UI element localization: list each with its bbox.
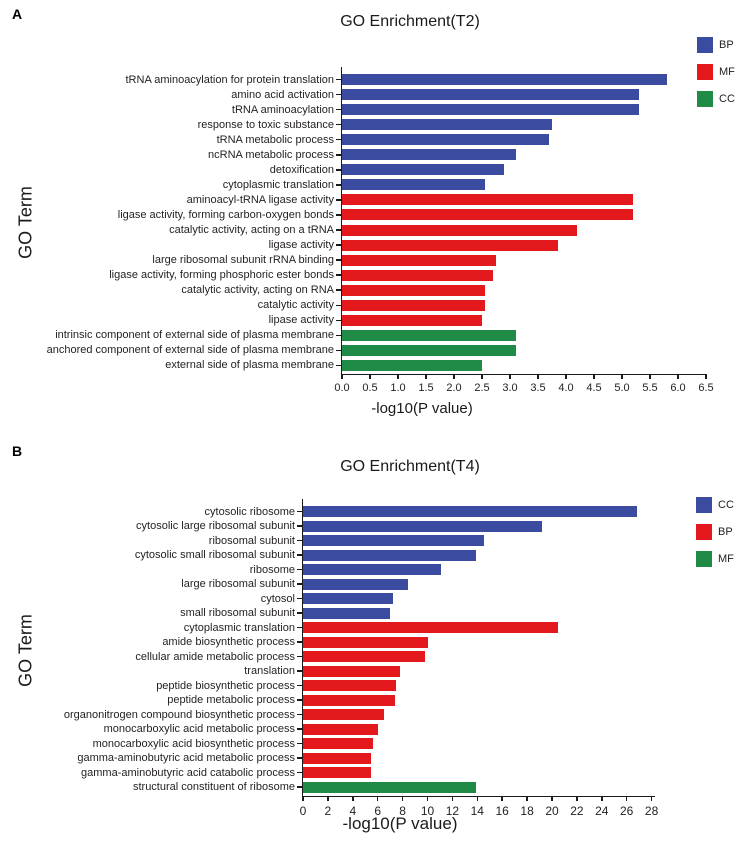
x-tick — [377, 796, 379, 801]
y-tick — [336, 109, 341, 111]
y-tick — [336, 139, 341, 141]
y-tick — [336, 335, 341, 337]
x-tick-label: 6.0 — [670, 381, 686, 394]
y-tick — [336, 365, 341, 367]
x-tick — [677, 374, 679, 379]
legend-item — [696, 524, 734, 540]
category-label: amide biosynthetic process — [162, 636, 295, 648]
x-tick-label: 20 — [545, 803, 559, 818]
y-tick — [297, 598, 302, 600]
y-tick — [297, 627, 302, 629]
x-tick-label: 2 — [324, 803, 332, 818]
panel-b-letter: B — [12, 443, 23, 459]
category-label: cellular amide metabolic process — [135, 650, 295, 663]
y-tick — [336, 124, 341, 126]
x-tick — [576, 796, 578, 801]
x-tick — [402, 796, 404, 801]
bar — [303, 521, 542, 532]
x-tick — [427, 796, 429, 801]
bar — [303, 608, 390, 619]
x-tick-label: 6.5 — [698, 381, 714, 394]
y-tick — [297, 511, 302, 513]
legend-label: MF — [718, 553, 734, 565]
x-tick — [593, 374, 595, 379]
y-tick — [336, 350, 341, 352]
x-tick — [452, 796, 454, 801]
x-tick-label: 0.5 — [362, 381, 378, 394]
legend-label: CC — [719, 93, 735, 105]
y-tick — [297, 699, 302, 701]
bar — [342, 360, 482, 371]
category-label: external side of plasma membrane — [165, 359, 334, 372]
category-label: structural constituent of ribosome — [132, 781, 295, 793]
bar — [342, 149, 516, 160]
category-label: organonitrogen compound biosynthetic process — [63, 708, 295, 721]
y-tick — [336, 154, 341, 156]
x-tick — [649, 374, 651, 379]
x-tick-label: 5.0 — [614, 381, 630, 394]
x-tick-label: 3.5 — [530, 381, 546, 394]
x-tick — [327, 796, 329, 801]
y-tick — [336, 229, 341, 231]
x-tick — [341, 374, 343, 379]
x-tick — [481, 374, 483, 379]
bar — [303, 622, 558, 633]
y-tick — [297, 670, 302, 672]
y-tick — [297, 743, 302, 745]
bar — [342, 255, 496, 266]
x-tick-label: 5.5 — [642, 381, 658, 394]
category-label: ribosome — [249, 563, 295, 576]
category-label: peptide metabolic process — [167, 694, 295, 706]
x-tick — [537, 374, 539, 379]
y-axis-title-b: GO Term — [15, 614, 36, 687]
bar — [342, 104, 639, 115]
bar — [342, 134, 549, 145]
y-tick — [297, 554, 302, 556]
x-tick — [477, 796, 479, 801]
category-label: lipase activity — [268, 314, 334, 327]
x-tick — [565, 374, 567, 379]
category-label: large ribosomal subunit rRNA binding — [152, 254, 334, 267]
category-label: tRNA aminoacylation — [231, 103, 334, 116]
category-label: intrinsic component of external side of plasma membrane — [55, 329, 334, 342]
y-tick — [297, 786, 302, 788]
x-tick — [526, 796, 528, 801]
x-tick-label: 14 — [470, 803, 484, 818]
bar — [342, 179, 485, 190]
y-tick — [336, 214, 341, 216]
category-label: amino acid activation — [231, 88, 334, 101]
legend-swatch — [696, 524, 712, 540]
bar — [303, 753, 371, 764]
y-tick — [297, 583, 302, 585]
bar — [303, 767, 371, 778]
category-label: monocarboxylic acid biosynthetic process — [92, 737, 295, 750]
x-tick-label: 18 — [520, 803, 534, 818]
legend-item — [697, 64, 735, 80]
x-tick-label: 0.0 — [334, 381, 350, 394]
x-tick — [601, 796, 603, 801]
y-tick — [336, 305, 341, 307]
x-tick-label: 0 — [299, 803, 307, 818]
bar — [303, 593, 393, 604]
bar — [303, 680, 396, 691]
legend-label: CC — [718, 499, 734, 511]
x-tick — [397, 374, 399, 379]
x-tick-label: 4 — [349, 803, 357, 818]
y-tick — [336, 199, 341, 201]
x-tick — [369, 374, 371, 379]
y-tick — [336, 184, 341, 186]
x-tick — [705, 374, 707, 379]
category-label: ligase activity, forming phosphoric ester bonds — [109, 269, 334, 282]
y-tick — [336, 320, 341, 322]
bar — [342, 74, 667, 85]
x-tick — [453, 374, 455, 379]
bar — [342, 119, 552, 130]
y-tick — [297, 685, 302, 687]
legend-item — [696, 551, 734, 567]
x-tick-label: 2.5 — [474, 381, 490, 394]
category-label: peptide biosynthetic process — [156, 679, 295, 692]
x-tick — [352, 796, 354, 801]
category-label: cytosolic small ribosomal subunit — [134, 549, 295, 561]
x-tick-label: 1.0 — [390, 381, 406, 394]
bar — [342, 164, 504, 175]
bar — [303, 666, 400, 677]
panel-b — [0, 441, 738, 841]
x-tick — [651, 796, 653, 801]
bar — [342, 225, 577, 236]
bar — [342, 89, 639, 100]
category-label: detoxification — [269, 163, 334, 176]
x-tick-label: 8 — [399, 803, 406, 818]
y-tick — [336, 274, 341, 276]
x-tick — [551, 796, 553, 801]
bar — [303, 637, 428, 648]
bar — [342, 315, 482, 326]
category-label: tRNA aminoacylation for protein translation — [125, 73, 334, 86]
category-label: tRNA metabolic process — [216, 133, 334, 146]
bar — [303, 651, 425, 662]
bar — [342, 240, 558, 251]
x-tick-label: 24 — [595, 803, 609, 818]
x-tick-label: 1.5 — [418, 381, 434, 394]
y-tick — [336, 289, 341, 291]
category-label: ligase activity — [268, 239, 334, 252]
x-tick-label: 4.0 — [558, 381, 574, 394]
bar — [342, 270, 493, 281]
x-tick-label: 2.0 — [446, 381, 462, 394]
legend-swatch — [696, 497, 712, 513]
category-label: ribosomal subunit — [208, 534, 295, 547]
bar — [303, 535, 484, 546]
legend-swatch — [697, 64, 713, 80]
y-tick — [336, 259, 341, 261]
legend-b — [696, 497, 734, 567]
x-tick-label: 10 — [420, 803, 435, 818]
legend-label: MF — [719, 66, 735, 78]
y-tick — [297, 540, 302, 542]
x-tick-label: 6 — [374, 803, 382, 818]
category-label: response to toxic substance — [197, 118, 334, 131]
y-tick — [297, 569, 302, 571]
legend-item — [696, 497, 734, 513]
x-tick-label: 3.0 — [502, 381, 518, 394]
y-tick — [297, 757, 302, 759]
panel-a-letter: A — [12, 6, 23, 22]
legend-a — [697, 37, 735, 107]
bar — [303, 564, 441, 575]
x-tick — [501, 796, 503, 801]
x-tick-label: 12 — [445, 803, 460, 818]
x-axis-title-a: -log10(P value) — [371, 400, 473, 417]
x-tick — [621, 374, 623, 379]
bar — [303, 709, 384, 720]
y-axis-title-a: GO Term — [15, 186, 36, 259]
legend-swatch — [697, 37, 713, 53]
y-tick — [297, 525, 302, 527]
y-tick — [336, 79, 341, 81]
category-label: gamma-aminobutyric acid metabolic process — [77, 752, 295, 764]
category-label: catalytic activity, acting on RNA — [181, 284, 334, 297]
bar — [342, 345, 516, 356]
chart-title-t2: GO Enrichment(T2) — [340, 13, 480, 30]
y-tick — [336, 244, 341, 246]
category-label: cytosolic large ribosomal subunit — [136, 520, 295, 532]
legend-label: BP — [719, 39, 734, 51]
x-tick-label: 4.5 — [586, 381, 602, 394]
category-label: catalytic activity — [257, 299, 334, 312]
y-tick — [297, 772, 302, 774]
y-tick — [297, 656, 302, 658]
bar — [342, 209, 633, 220]
y-tick — [297, 641, 302, 643]
category-label: ncRNA metabolic process — [208, 148, 334, 161]
category-label: gamma-aminobutyric acid catabolic process — [81, 766, 295, 779]
bar — [342, 285, 485, 296]
legend-item — [697, 37, 735, 53]
legend-item — [697, 91, 735, 107]
legend-label: BP — [718, 526, 733, 538]
y-tick — [297, 728, 302, 730]
category-label: cytoplasmic translation — [183, 621, 295, 634]
bar — [303, 782, 476, 793]
bar — [303, 724, 378, 735]
x-tick-label: 22 — [570, 803, 584, 818]
bar — [303, 550, 476, 561]
legend-swatch — [696, 551, 712, 567]
category-label: cytoplasmic translation — [222, 178, 334, 191]
category-label: monocarboxylic acid metabolic process — [103, 723, 295, 735]
category-label: cytosolic ribosome — [204, 505, 295, 518]
category-label: large ribosomal subunit — [181, 578, 295, 590]
legend-swatch — [697, 91, 713, 107]
plot-area-b — [0, 441, 738, 841]
category-label: catalytic activity, acting on a tRNA — [169, 224, 334, 236]
x-tick — [509, 374, 511, 379]
category-label: small ribosomal subunit — [180, 607, 295, 619]
bar — [342, 300, 485, 311]
x-tick — [425, 374, 427, 379]
x-tick-label: 16 — [495, 803, 509, 818]
category-label: translation — [244, 665, 295, 677]
bar — [303, 695, 395, 706]
chart-title-t4: GO Enrichment(T4) — [340, 458, 480, 475]
x-axis-line — [341, 374, 707, 376]
bar — [303, 738, 373, 749]
x-tick — [626, 796, 628, 801]
x-tick-label: 28 — [644, 803, 659, 818]
bar — [303, 506, 637, 517]
category-label: aminoacyl-tRNA ligase activity — [186, 193, 334, 206]
y-tick — [336, 94, 341, 96]
y-tick — [297, 612, 302, 614]
x-tick-label: 26 — [620, 803, 634, 818]
x-tick — [302, 796, 304, 801]
bar — [342, 330, 516, 341]
category-label: anchored component of external side of plasma membrane — [46, 344, 334, 357]
y-tick — [297, 714, 302, 716]
bar — [342, 194, 633, 205]
category-label: ligase activity, forming carbon-oxygen bonds — [117, 208, 334, 221]
y-tick — [336, 169, 341, 171]
x-axis-title-b: -log10(P value) — [342, 814, 458, 833]
category-label: cytosol — [260, 592, 295, 605]
bar — [303, 579, 408, 590]
